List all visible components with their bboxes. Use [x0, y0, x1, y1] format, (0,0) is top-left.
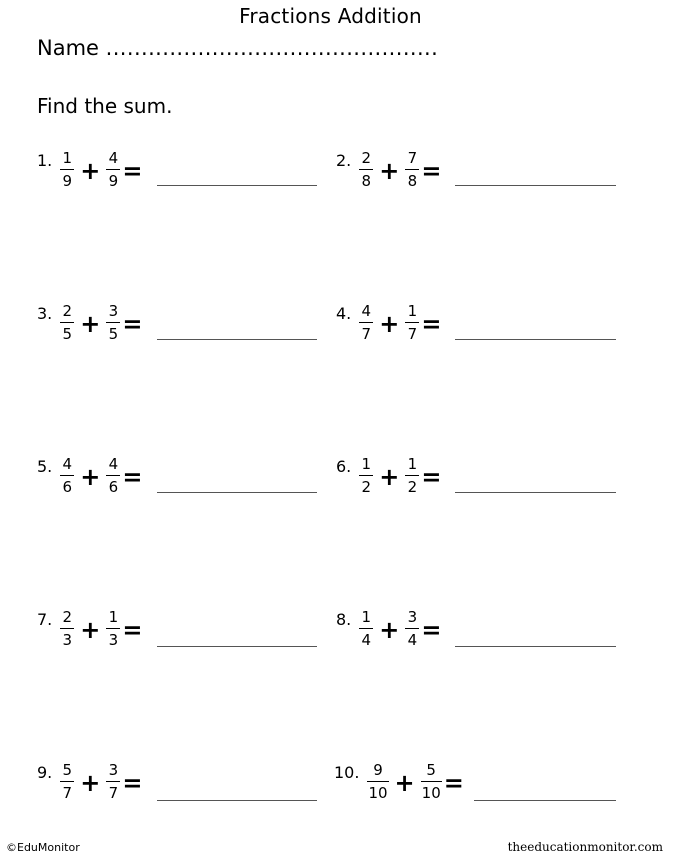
numerator: 3	[108, 301, 119, 320]
denominator: 8	[361, 172, 372, 191]
worksheet-title: Fractions Addition	[239, 4, 422, 28]
fraction-a	[359, 456, 373, 497]
answer-blank[interactable]	[157, 492, 317, 493]
plus-sign: +	[394, 769, 415, 797]
denominator: 4	[361, 631, 372, 650]
name-row	[37, 36, 438, 60]
name-label: Name	[37, 36, 99, 60]
copyright-notice: ©EduMonitor	[6, 841, 80, 854]
answer-blank[interactable]	[474, 800, 616, 801]
problem-7	[37, 599, 148, 659]
answer-blank[interactable]	[455, 492, 616, 493]
denominator: 8	[407, 172, 418, 191]
numerator: 4	[62, 454, 73, 473]
numerator: 5	[62, 760, 73, 779]
fraction-b	[106, 456, 120, 497]
fraction-a	[359, 303, 373, 344]
fraction-b	[405, 456, 419, 497]
fraction-b	[106, 609, 120, 650]
denominator: 9	[108, 172, 119, 191]
problem-3	[37, 293, 148, 353]
fraction-b	[106, 150, 120, 191]
equals-sign: =	[122, 616, 143, 644]
denominator: 7	[407, 325, 418, 344]
denominator: 2	[407, 478, 418, 497]
numerator: 2	[361, 148, 372, 167]
fraction-b	[405, 609, 419, 650]
fraction-a	[60, 456, 74, 497]
problem-4	[336, 293, 447, 353]
fraction-a	[60, 609, 74, 650]
numerator: 4	[108, 454, 119, 473]
equals-sign: =	[122, 769, 143, 797]
fraction-a	[359, 150, 373, 191]
numerator: 1	[361, 607, 372, 626]
denominator: 5	[62, 325, 73, 344]
fraction-a	[60, 303, 74, 344]
denominator: 5	[108, 325, 119, 344]
fraction-a	[359, 609, 373, 650]
answer-blank[interactable]	[157, 339, 317, 340]
problem-9	[37, 752, 148, 812]
problem-number: 1.	[37, 150, 53, 170]
problem-10	[334, 752, 470, 812]
fraction-a	[367, 762, 388, 803]
problem-number: 5.	[37, 456, 53, 476]
problem-1	[37, 140, 148, 200]
plus-sign: +	[379, 463, 400, 491]
numerator: 1	[108, 607, 119, 626]
denominator: 7	[62, 784, 73, 803]
equals-sign: =	[421, 157, 442, 185]
numerator: 9	[373, 760, 383, 779]
fraction-b	[421, 762, 442, 803]
plus-sign: +	[80, 310, 101, 338]
numerator: 1	[361, 454, 372, 473]
problem-number: 2.	[336, 150, 352, 170]
equals-sign: =	[421, 463, 442, 491]
problem-number: 4.	[336, 303, 352, 323]
equals-sign: =	[122, 463, 143, 491]
denominator: 6	[108, 478, 119, 497]
problem-8	[336, 599, 447, 659]
numerator: 1	[407, 301, 418, 320]
equals-sign: =	[421, 616, 442, 644]
denominator: 9	[62, 172, 73, 191]
denominator: 6	[62, 478, 73, 497]
denominator: 4	[407, 631, 418, 650]
numerator: 2	[62, 301, 73, 320]
numerator: 5	[426, 760, 436, 779]
fraction-a	[60, 762, 74, 803]
answer-blank[interactable]	[455, 339, 616, 340]
website-link[interactable]: theeducationmonitor.com	[507, 840, 663, 854]
equals-sign: =	[443, 769, 464, 797]
plus-sign: +	[80, 157, 101, 185]
plus-sign: +	[379, 616, 400, 644]
plus-sign: +	[80, 769, 101, 797]
problem-number: 6.	[336, 456, 352, 476]
numerator: 4	[108, 148, 119, 167]
name-dotted-line[interactable]: ...............................................	[105, 36, 439, 60]
problem-number: 3.	[37, 303, 53, 323]
problem-number: 8.	[336, 609, 352, 629]
denominator: 10	[421, 784, 441, 803]
equals-sign: =	[122, 310, 143, 338]
fraction-b	[106, 303, 120, 344]
fraction-b	[405, 303, 419, 344]
numerator: 7	[407, 148, 418, 167]
numerator: 2	[62, 607, 73, 626]
plus-sign: +	[379, 157, 400, 185]
problem-5	[37, 446, 148, 506]
answer-blank[interactable]	[455, 185, 616, 186]
fraction-a	[60, 150, 74, 191]
numerator: 4	[361, 301, 372, 320]
numerator: 3	[407, 607, 418, 626]
denominator: 7	[361, 325, 372, 344]
answer-blank[interactable]	[157, 646, 317, 647]
numerator: 3	[108, 760, 119, 779]
numerator: 1	[407, 454, 418, 473]
answer-blank[interactable]	[455, 646, 616, 647]
problem-number: 9.	[37, 762, 53, 782]
denominator: 2	[361, 478, 372, 497]
denominator: 3	[62, 631, 73, 650]
equals-sign: =	[421, 310, 442, 338]
plus-sign: +	[80, 463, 101, 491]
answer-blank[interactable]	[157, 185, 317, 186]
denominator: 10	[368, 784, 388, 803]
problem-2	[336, 140, 447, 200]
fraction-b	[405, 150, 419, 191]
equals-sign: =	[122, 157, 143, 185]
denominator: 3	[108, 631, 119, 650]
instruction: Find the sum.	[37, 94, 173, 118]
numerator: 1	[62, 148, 73, 167]
problem-number: 10.	[334, 762, 360, 782]
fraction-b	[106, 762, 120, 803]
plus-sign: +	[80, 616, 101, 644]
problem-6	[336, 446, 447, 506]
problem-number: 7.	[37, 609, 53, 629]
plus-sign: +	[379, 310, 400, 338]
answer-blank[interactable]	[157, 800, 317, 801]
denominator: 7	[108, 784, 119, 803]
